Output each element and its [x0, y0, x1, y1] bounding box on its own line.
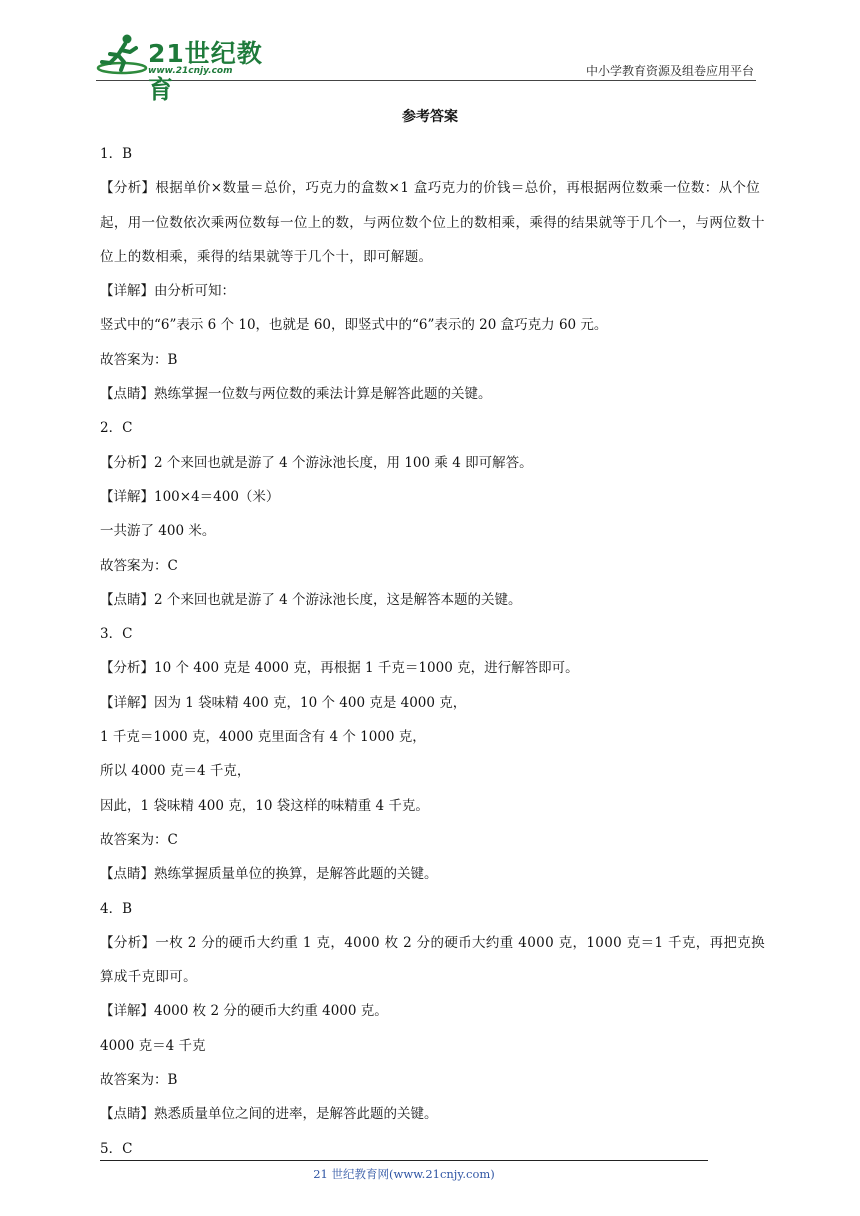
- page-header: [96, 30, 756, 104]
- answer-line: 【分析】根据单价×数量＝总价，巧克力的盒数×1 盒巧克力的价钱＝总价，再根据两位数乘一位数：从个位起，用一位数依次乘两位数每一位上的数，与两位数个位上的数相乘，乘得的结果就等于几个一，与两位数十位上的数相乘，乘得的结果就等于几个十，即可解题。: [100, 180, 765, 265]
- answer-line: 【详解】4000 枚 2 分的硬币大约重 4000 克。: [100, 1003, 388, 1020]
- logo-url: www.21cnjy.com: [148, 66, 233, 76]
- footer-divider: [100, 1160, 708, 1161]
- logo: [96, 32, 266, 104]
- page-title: 参考答案: [402, 109, 458, 125]
- answer-line: 3．C: [100, 626, 133, 643]
- platform-name: 中小学教育资源及组卷应用平台: [585, 64, 754, 78]
- answer-line: 故答案为：B: [100, 1072, 178, 1089]
- answer-line: 【详解】100×4＝400（米）: [100, 488, 280, 505]
- answer-line: 【分析】10 个 400 克是 4000 克，再根据 1 千克＝1000 克，进行解答即可。: [100, 660, 579, 677]
- answer-line: 【点睛】2 个来回也就是游了 4 个游泳池长度，这是解答本题的关键。: [100, 591, 522, 608]
- answer-line: 【点睛】熟悉质量单位之间的进率，是解答此题的关键。: [100, 1106, 438, 1123]
- answer-line: 【详解】因为 1 袋味精 400 克，10 个 400 克是 4000 克，: [100, 694, 467, 711]
- answer-line: 5．C: [100, 1140, 133, 1157]
- answer-line: 一共游了 400 米。: [100, 523, 216, 540]
- answer-line: 4000 克＝4 千克: [100, 1037, 206, 1054]
- answer-line: 2．C: [100, 420, 133, 437]
- answer-line: 竖式中的“6”表示 6 个 10，也就是 60，即竖式中的“6”表示的 20 盒巧克力 60 元。: [100, 317, 608, 334]
- answer-line: 【点睛】熟练掌握一位数与两位数的乘法计算是解答此题的关键。: [100, 386, 492, 403]
- answer-line: 故答案为：C: [100, 557, 178, 574]
- answer-line: 4．B: [100, 900, 133, 917]
- answer-line: 【详解】由分析可知：: [100, 283, 235, 300]
- runner-icon: [96, 32, 148, 76]
- answer-line: 因此，1 袋味精 400 克，10 袋这样的味精重 4 千克。: [100, 797, 429, 814]
- answer-line: 故答案为：C: [100, 831, 178, 848]
- answer-line: 【分析】一枚 2 分的硬币大约重 1 克，4000 枚 2 分的硬币大约重 4000 克，1000 克＝1 千克，再把克换算成千克即可。: [100, 934, 765, 986]
- answer-line: 【分析】2 个来回也就是游了 4 个游泳池长度，用 100 乘 4 即可解答。: [100, 454, 533, 471]
- answer-line: 所以 4000 克＝4 千克，: [100, 763, 251, 780]
- logo-text: 21世纪教育: [148, 39, 263, 104]
- answer-content: [100, 137, 766, 1166]
- answer-line: 1 千克＝1000 克，4000 克里面含有 4 个 1000 克，: [100, 729, 426, 746]
- footer-link[interactable]: 21 世纪教育网(www.21cnjy.com): [313, 1167, 495, 1181]
- answer-line: 故答案为：B: [100, 351, 178, 368]
- answer-line: 1．B: [100, 146, 133, 162]
- answer-line: 【点睛】熟练掌握质量单位的换算，是解答此题的关键。: [100, 866, 438, 883]
